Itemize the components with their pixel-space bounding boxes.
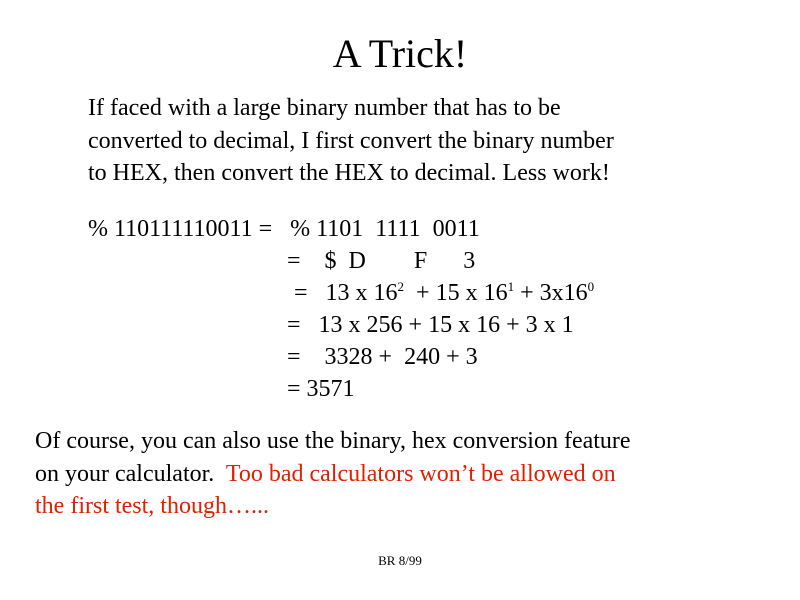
work-line-result: = 3571: [287, 376, 355, 402]
intro-line: If faced with a large binary number that has to be: [88, 95, 561, 121]
work-line-sums: = 3328 + 240 + 3: [287, 344, 478, 370]
intro-line: converted to decimal, I first convert the binary number: [88, 127, 614, 154]
intro-line: to HEX, then convert the HEX to decimal. Less work!: [88, 160, 610, 186]
work-line-hex: = $ D F 3: [287, 248, 476, 274]
work-line-powers: [294, 277, 594, 309]
powers-part: + 15 x 16: [404, 280, 508, 306]
calculator-warning: Too bad calculators won’t be allowed on: [225, 460, 616, 487]
slide-title: A Trick!: [332, 31, 468, 76]
closing-line: Of course, you can also use the binary, hex conversion feature: [35, 428, 631, 454]
exponent: 0: [587, 279, 595, 294]
work-line-products: = 13 x 256 + 15 x 16 + 3 x 1: [287, 312, 574, 338]
exponent: 1: [507, 279, 515, 294]
exponent: 2: [397, 279, 405, 294]
intro-paragraph: [88, 92, 728, 190]
calculator-warning-end: the first test, though…...: [35, 493, 269, 519]
closing-paragraph: [35, 425, 775, 523]
powers-part: + 3x16: [514, 280, 588, 306]
closing-line: [35, 458, 775, 491]
slide-footer: BR 8/99: [378, 553, 422, 568]
powers-part: = 13 x 16: [294, 280, 398, 306]
work-line-binary: % 110111110011 = % 1101 1111 0011: [88, 216, 480, 242]
closing-text: on your calculator.: [35, 460, 226, 487]
